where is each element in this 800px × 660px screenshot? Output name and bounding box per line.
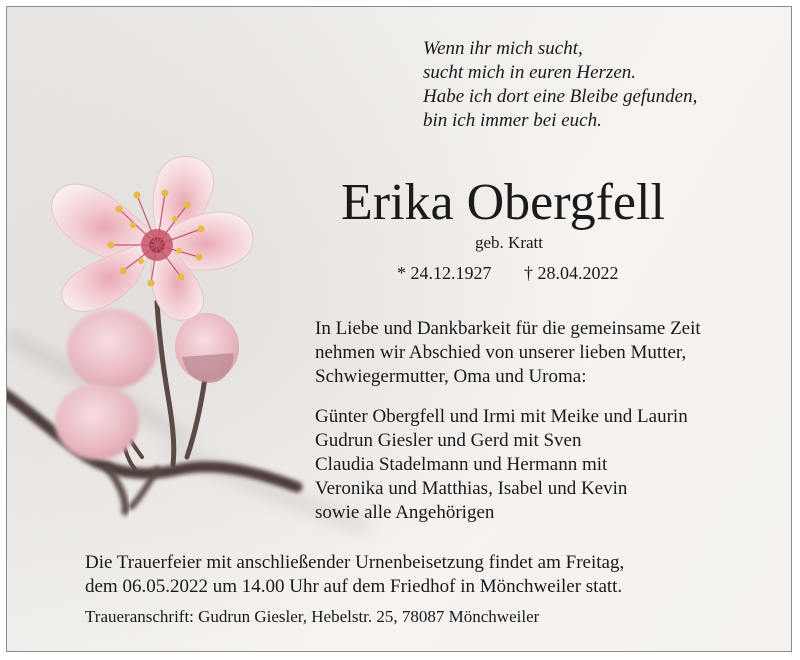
death-date: † 28.04.2022 xyxy=(524,263,619,283)
ceremony-line: Die Trauerfeier mit anschließender Urnenbeisetzung findet am Freitag, xyxy=(85,552,625,573)
mourner-line: Claudia Stadelmann und Hermann mit xyxy=(315,454,608,475)
deceased-name: Erika Obergfell xyxy=(341,174,665,231)
poem-line: Wenn ihr mich sucht, xyxy=(423,38,583,59)
ceremony-info xyxy=(85,551,624,599)
farewell-line: nehmen wir Abschied von unserer lieben Mutter, xyxy=(315,342,687,363)
farewell-line: In Liebe und Dankbarkeit für die gemeinsame Zeit xyxy=(315,318,701,339)
poem-line: sucht mich in euren Herzen. xyxy=(423,62,636,83)
poem-line: Habe ich dort eine Bleibe gefunden, xyxy=(423,86,698,107)
poem-line: bin ich immer bei euch. xyxy=(423,110,602,131)
obituary-notice xyxy=(6,6,792,652)
poem xyxy=(423,37,697,133)
mourner-line: Günter Obergfell und Irmi mit Meike und Laurin xyxy=(315,406,688,427)
birth-name: geb. Kratt xyxy=(475,233,543,252)
mourners-list xyxy=(315,405,688,525)
mourning-address: Traueranschrift: Gudrun Giesler, Hebelstr. 25, 78087 Mönchweiler xyxy=(85,607,540,626)
mourner-line: Gudrun Giesler und Gerd mit Sven xyxy=(315,430,582,451)
mourner-line: sowie alle Angehörigen xyxy=(315,502,495,523)
life-dates xyxy=(397,263,619,284)
farewell-line: Schwiegermutter, Oma und Uroma: xyxy=(315,366,587,387)
farewell-text xyxy=(315,317,701,389)
mourner-line: Veronika und Matthias, Isabel und Kevin xyxy=(315,478,628,499)
ceremony-line: dem 06.05.2022 um 14.00 Uhr auf dem Friedhof in Mönchweiler statt. xyxy=(85,576,623,597)
birth-date: * 24.12.1927 xyxy=(397,263,492,283)
